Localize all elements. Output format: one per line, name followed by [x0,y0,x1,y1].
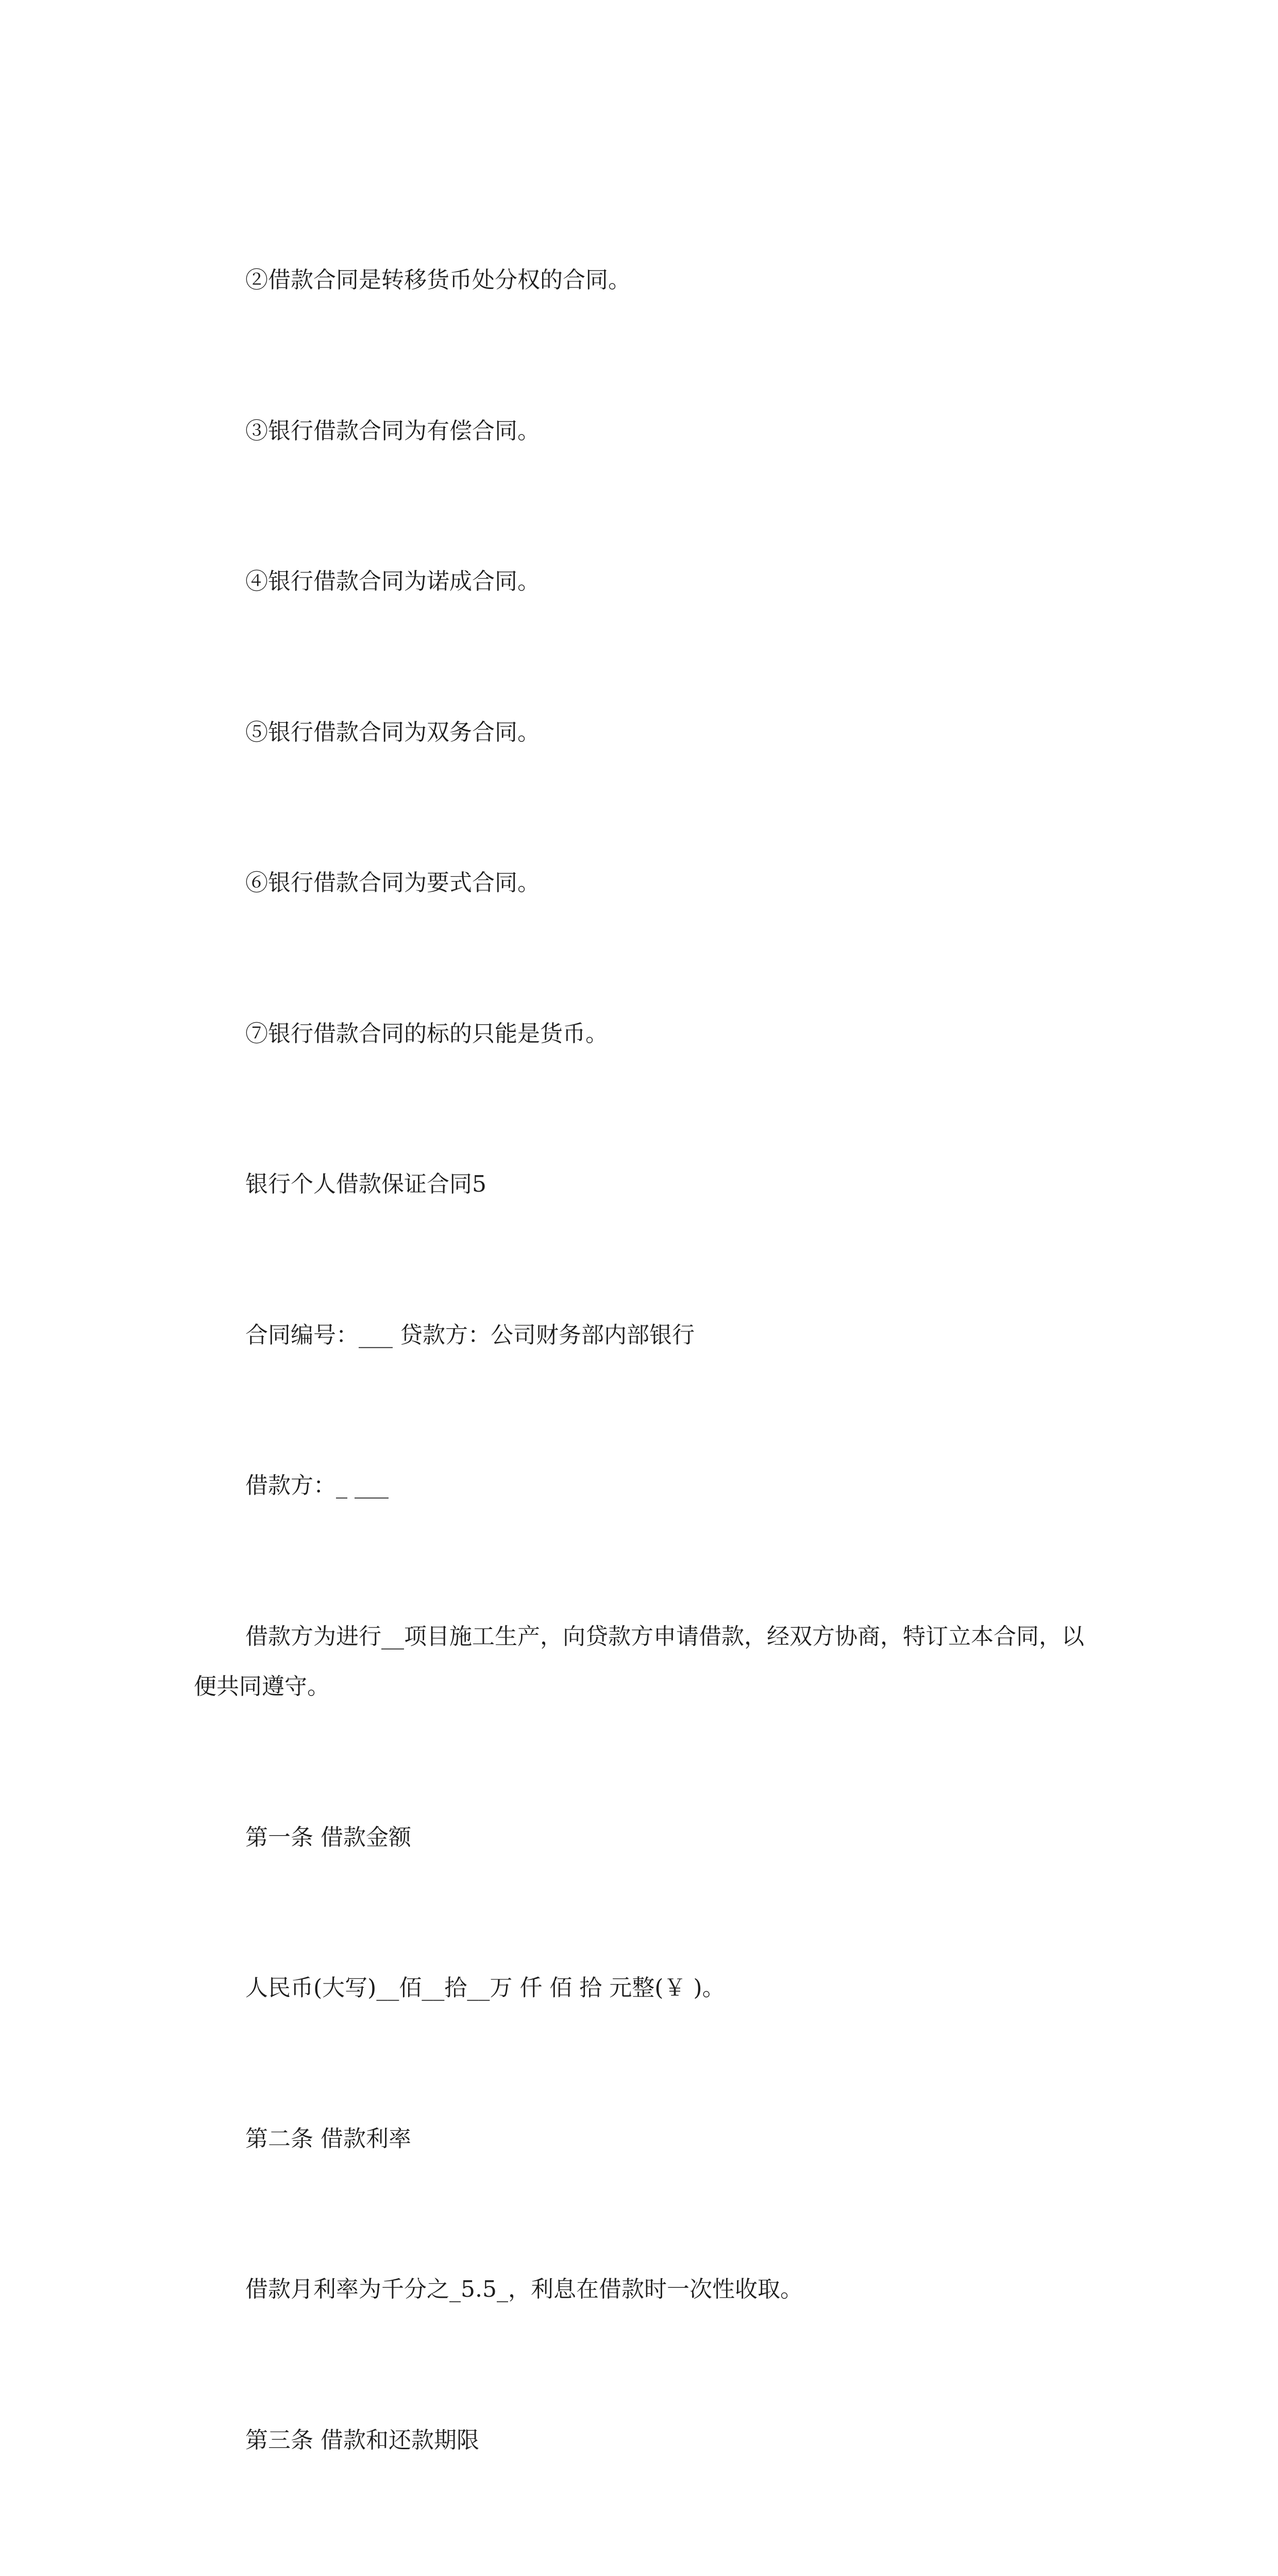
article-1-heading: 第一条 借款金额 [245,1824,411,1851]
paragraph-5: ⑥银行借款合同为要式合同。 [245,870,540,896]
preamble-paragraph: 借款方为进行__项目施工生产，向贷款方申请借款，经双方协商，特订立本合同，以便共同遵守。 [194,1623,1084,1700]
article-2-heading: 第二条 借款利率 [245,2125,411,2152]
contract-number-line: 合同编号：___ 贷款方：公司财务部内部银行 [245,1321,695,1348]
paragraph-3: ④银行借款合同为诺成合同。 [245,568,540,595]
paragraph-2: ③银行借款合同为有偿合同。 [245,417,540,444]
article-1-body: 人民币(大写)__佰__拾__万 仟 佰 拾 元整(￥ )。 [245,1975,725,2001]
document-body [194,155,1084,2576]
article-3-heading: 第三条 借款和还款期限 [245,2427,479,2453]
section-title: 银行个人借款保证合同5 [245,1171,486,1197]
article-2-body: 借款月利率为千分之_5.5_，利息在借款时一次性收取。 [245,2276,803,2302]
article-3-body [194,2566,1084,2576]
paragraph-6: ⑦银行借款合同的标的只能是货币。 [245,1020,608,1047]
borrower-line: 借款方：_ ___ [245,1472,389,1499]
paragraph-1: ②借款合同是转移货币处分权的合同。 [245,267,631,293]
paragraph-4: ⑤银行借款合同为双务合同。 [245,719,540,745]
